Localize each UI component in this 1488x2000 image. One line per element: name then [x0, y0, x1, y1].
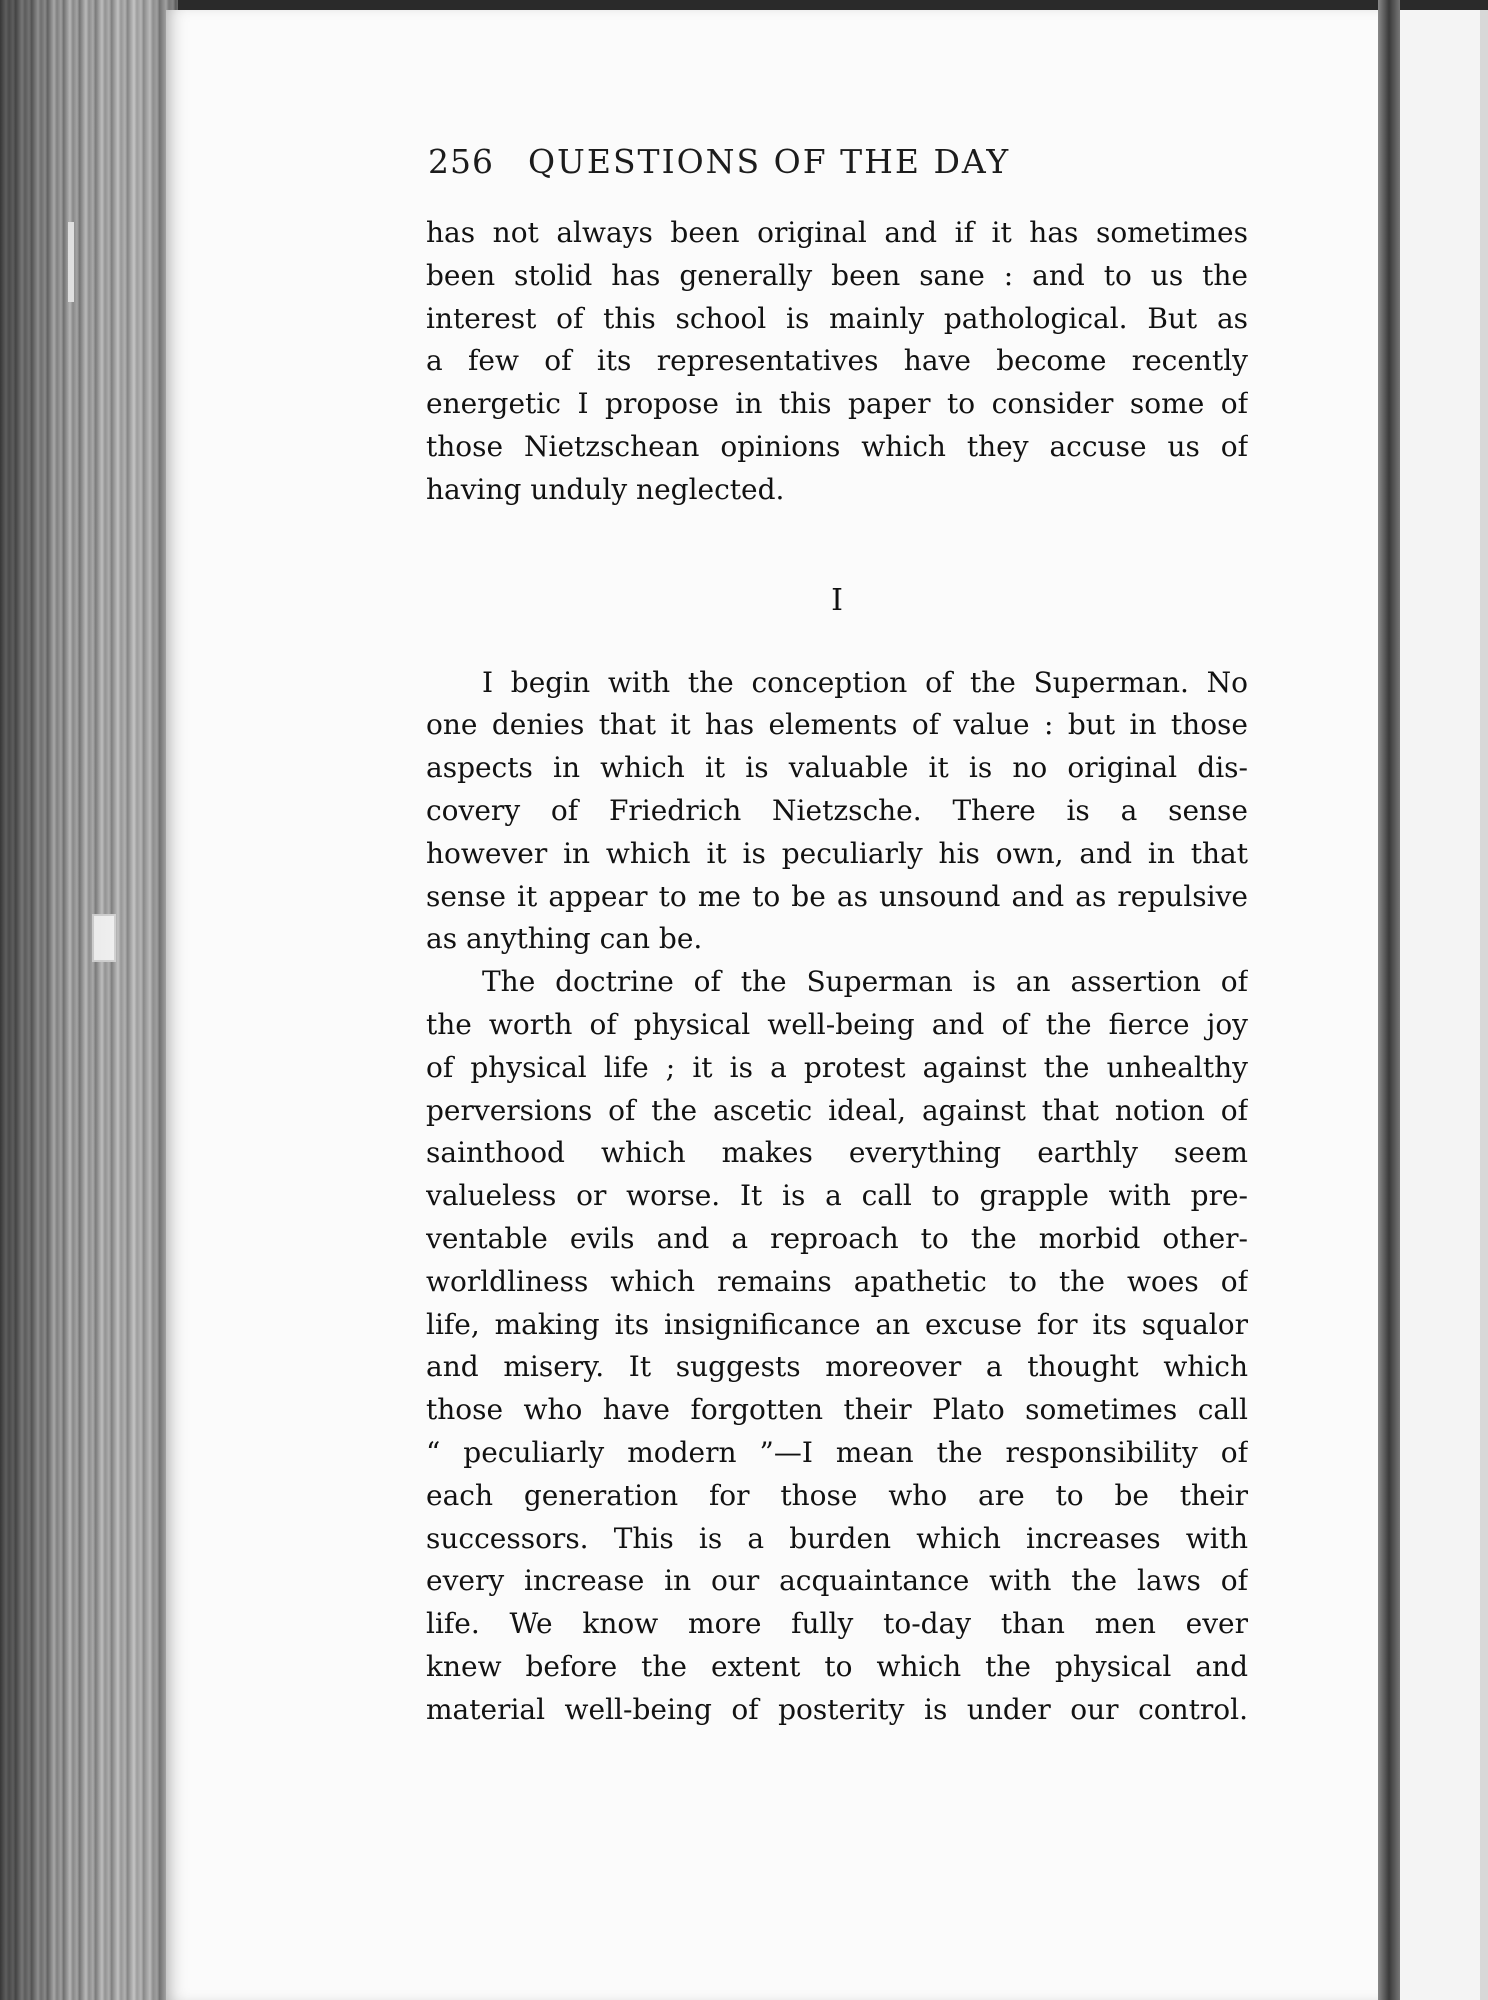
paragraph-superman-intro: [426, 662, 1248, 962]
running-title: QUESTIONS OF THE DAY: [528, 142, 1011, 181]
text-line: been stolid has generally been sane : and to us the: [426, 258, 1248, 292]
text-line: I begin with the conception of the Superman. No: [482, 665, 1248, 699]
text-line: those Nietzschean opinions which they accuse us of: [426, 429, 1248, 463]
text-line: of physical life ; it is a protest against the unhealthy: [426, 1050, 1248, 1084]
text-line: and misery. It suggests moreover a thought which: [426, 1350, 1248, 1384]
text-line: successors. This is a burden which increases with: [426, 1521, 1248, 1555]
text-line: The doctrine of the Superman is an assertion of: [482, 965, 1248, 999]
text-line: a few of its representatives have become recently: [426, 344, 1248, 378]
running-head: [428, 140, 1128, 184]
text-line: perversions of the ascetic ideal, against that notion of: [426, 1093, 1248, 1127]
text-line: interest of this school is mainly pathological. But as: [426, 301, 1248, 335]
book-page-edges: [0, 0, 178, 2000]
text-line: however in which it is peculiarly his own, and in that: [426, 836, 1248, 870]
body-text: [426, 212, 1248, 1732]
text-line: sense it appear to me to be as unsound and as repulsive: [426, 879, 1248, 913]
text-line: life, making its insignificance an excuse for its squalor: [426, 1307, 1248, 1341]
page-tab-marker: [68, 222, 74, 302]
text-line: “ peculiarly modern ”—I mean the responsibility of: [426, 1435, 1248, 1469]
facing-page-edge: [1400, 10, 1488, 2000]
text-line: sainthood which makes everything earthly seem: [426, 1136, 1248, 1170]
section-heading: I: [831, 582, 843, 618]
text-line: has not always been original and if it has sometimes: [426, 216, 1248, 249]
text-line: knew before the extent to which the physical and: [426, 1649, 1248, 1683]
text-line: ventable evils and a reproach to the morbid other-: [426, 1221, 1248, 1255]
text-line: material well-being of posterity is under our control.: [426, 1692, 1248, 1726]
text-line: every increase in our acquaintance with the laws of: [426, 1564, 1248, 1598]
text-line: one denies that it has elements of value : but in those: [426, 708, 1248, 742]
page-tab-marker: [92, 914, 116, 962]
paragraph-continuation: [426, 212, 1248, 512]
text-line: valueless or worse. It is a call to grapple with pre-: [426, 1179, 1248, 1213]
text-line: aspects in which it is valuable it is no original dis-: [426, 751, 1248, 785]
text-line: as anything can be.: [426, 922, 703, 956]
text-line: energetic I propose in this paper to consider some of: [426, 387, 1248, 421]
text-line: having unduly neglected.: [426, 472, 785, 506]
paragraph-superman-doctrine: [426, 961, 1248, 1731]
text-line: the worth of physical well-being and of the fierce joy: [426, 1007, 1248, 1041]
text-line: covery of Friedrich Nietzsche. There is a sense: [426, 793, 1248, 827]
book-gutter: [1378, 0, 1400, 2000]
text-line: life. We know more fully to-day than men ever: [426, 1607, 1248, 1641]
page-number: 256: [428, 142, 494, 181]
text-line: those who have forgotten their Plato sometimes call: [426, 1393, 1248, 1427]
text-line: each generation for those who are to be their: [426, 1478, 1248, 1512]
text-line: worldliness which remains apathetic to the woes of: [426, 1264, 1248, 1298]
